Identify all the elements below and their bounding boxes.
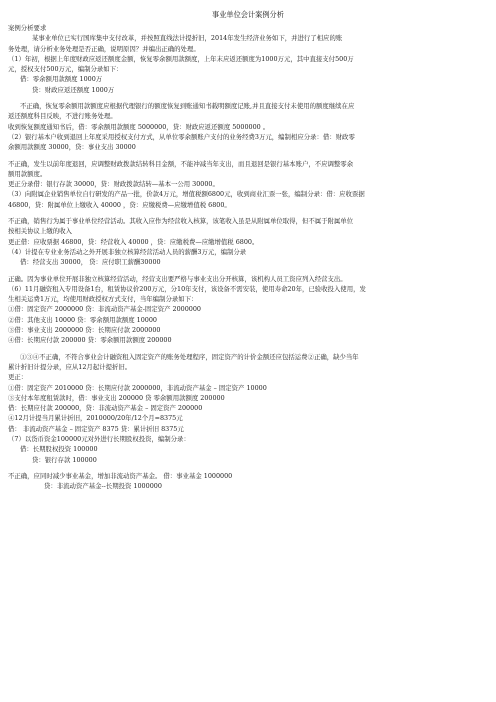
text-line: （1）年初，根据上年度财政应返还额度金额，恢复零余额用款额度，上年末应返还额度为1000万元，其中直接支付500万 [8,54,354,63]
text-line: ④借：长期应付款 200000 贷：零余额用款额度 200000 [8,336,172,345]
text-line: 余额用款额度 30000，贷：事业支出 30000 [8,143,136,152]
text-line: 生相关运费1万元，均使用财政授权方式支付，当年编制分录如下： [8,295,198,304]
text-line: ③支付本年度租赁款时，借：事业支出 200000 贷 零余额用款额度 200000 [8,393,225,402]
text-line: 不正确，恢复零余额用款额度应根据代理银行的额度恢复到账通知书载明额度记账,并且直接支付未使用的额度继续在应 [20,102,355,111]
text-line: 借：经营支出 30000， 贷：应付职工薪酬30000 [20,258,161,267]
text-line: 返还额度科目反映，不进行账务处理。 [8,112,117,121]
text-line: 按相关协议上缴的收入 [8,227,72,236]
text-line: ④12月计提当月累计折旧，2010000/20年/12个月=8375元 [8,414,183,423]
document-body [8,23,488,491]
text-line: 不正确，应同时减少事业基金，增加非流动资产基金。 借：事业基金 1000000 [8,471,233,480]
text-line: 额用款额度。 [8,169,47,178]
text-line: 更正分录借：银行存款 30000，贷：财政拨款结转—基本一公用 30000。 [8,180,219,189]
text-line: 贷：银行存款 100000 [32,455,97,464]
text-line: （7）以货币资金100000元对外进行长期股权投资，编制分录： [8,434,190,443]
text-line: ①③④不正确，不符合事业会计融资租入固定资产的账务处理程序，固定资产的计价金额还应包括运费②正确，缺少当年 [20,352,359,361]
text-line: 贷：非流动资产基金--长期投资 1000000 [44,482,162,491]
text-line: 贷：财政应返还额度 1000万 [32,85,115,94]
text-line: 收到恢复额度通知书后，借：零余额用款额度 5000000，贷：财政应返还额度 5000000 。 [8,122,270,131]
text-line: （2）银行基本户收到退回上年度采用授权支付方式，从单位零余额账户支付的业务经费3万元，编制相应分录：借：财政零 [8,132,355,141]
text-line: 案例分析要求 [8,24,47,32]
text-line: 借：零余额用款额度 1000万 [20,75,103,84]
text-line: 正确。因为事业单位开展非独立核算经营活动，经营支出要严格与事业支出分开核算，该机构人员工资应列入经营支出。 [8,274,347,283]
text-line: ①借：固定资产 2000000 贷：非流动资产基金-固定资产 2000000 [8,305,201,314]
text-line: 元，授权支付500万元，编制分录如下： [8,65,123,74]
text-line: ①借：固定资产 2010000 贷：长期应付款 2000000，非流动资产基金 – 固定资产 10000 [8,383,267,392]
text-line: （3）向附属企业销售单位自行研发的产品一批，价款4万元，增值税额6800元，收到商业汇票一张，编制分录：借：应收票据 [8,190,365,199]
text-line: ②借：其他支出 10000 贷：零余额用款额度 10000 [8,315,158,324]
text-line: 借：长期应付款 200000，贷：非流动资产基金 – 固定资产 200000 [8,404,203,413]
text-line: 更正： [8,373,28,382]
text-line: 累计折旧计提分录，应从12月起计提折旧。 [8,362,132,371]
text-line: 更正借：应收票据 46800，贷：经营收入 40000 ，贷：应缴税费—应缴增值税 6800。 [8,237,259,246]
text-line: 46800，贷：附属单位上缴收入 40000 ，贷：应缴税费—应缴增值税 6800。 [8,200,231,209]
text-line: （4）计提在专业业务活动之外开展非独立核算经营活动人员的薪酬3万元，编制分录 [8,247,247,256]
document-title: 事业单位会计案例分析 [212,10,284,19]
text-line: 务处理，请分析业务处理是否正确，说明原因？并编出正确的处理。 [8,44,200,53]
text-line: 不正确，销售行为属于事业单位经营活动。其收入应作为经营收入核算，该笔收入虽是从附属单位取得，但不属于附属单位 [8,217,354,226]
text-line: 不正确，发生以前年度退回，应调整财政拨款结转科目金额，不能冲减当年支出，而且退回是银行基本账户，不应调整零余 [8,159,354,168]
text-line: 借： 非流动资产基金 – 固定资产 8375 贷：累计折旧 8375元 [8,424,184,433]
text-line: （6）11月融资租入专用设备1台，租赁协议价200万元，分10年支付，该设备不需安装，使用寿命20年，已验收投入使用，发 [8,284,366,293]
text-line: 借：长期股权投资 100000 [20,445,98,454]
text-line: 某事业单位已实行国库集中支付改革，并按照直线法计提折旧，2014年发生经济业务如下，并进行了相应的账 [32,34,343,43]
text-line: ③借：事业支出 2000000 贷：长期应付款 2000000 [8,326,161,335]
